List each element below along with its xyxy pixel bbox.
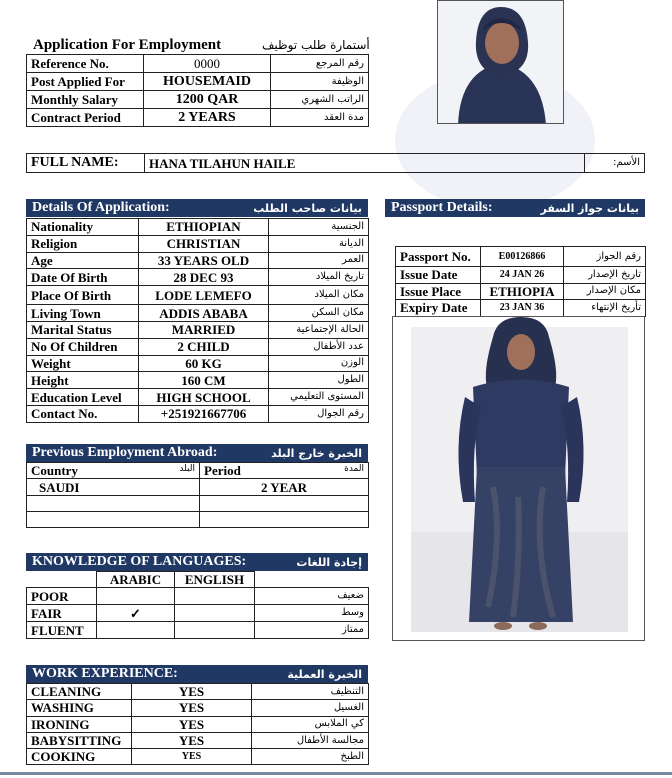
form-title-arabic: أستمارة طلب توظيف <box>262 38 370 52</box>
previous-period-cell <box>200 496 369 512</box>
work-skill-label-arabic: مجالسة الأطفال <box>252 732 369 748</box>
details-label-arabic: عدد الأطفال <box>269 338 369 355</box>
previous-country-cell: SAUDI <box>27 479 200 496</box>
details-label: Age <box>27 252 139 269</box>
details-label-arabic: الطول <box>269 372 369 389</box>
work-skill-label: CLEANING <box>27 684 132 700</box>
post-label: Post Applied For <box>27 73 144 91</box>
table-row <box>27 749 369 765</box>
work-skill-label: COOKING <box>27 749 132 765</box>
english-column-header: ENGLISH <box>175 572 255 588</box>
table-row <box>27 305 369 322</box>
full-name-label-arabic: الأسم: <box>585 154 645 173</box>
language-level-label-arabic: ممتاز <box>255 622 369 639</box>
details-label: Living Town <box>27 305 139 322</box>
passport-value: ETHIOPIA <box>481 283 564 300</box>
passport-value: 24 JAN 26 <box>481 267 564 284</box>
details-value: 28 DEC 93 <box>139 269 269 286</box>
table-row <box>27 321 369 338</box>
work-skill-label-arabic: الغسيل <box>252 700 369 716</box>
previous-employment-table <box>26 462 369 528</box>
full-name-label: FULL NAME: <box>27 154 145 173</box>
language-level-label: FAIR <box>27 605 97 622</box>
table-row <box>27 496 369 512</box>
language-level-label: POOR <box>27 588 97 605</box>
details-label: Weight <box>27 355 139 372</box>
full-name-value: HANA TILAHUN HAILE <box>145 154 585 173</box>
arabic-column-header: ARABIC <box>97 572 175 588</box>
passport-header-title: Passport Details: <box>391 200 493 215</box>
passport-value: E00126866 <box>481 247 564 267</box>
details-value: ETHIOPIAN <box>139 219 269 236</box>
details-label: Place Of Birth <box>27 286 139 305</box>
work-skill-value: YES <box>132 684 252 700</box>
details-label-arabic: مكان الميلاد <box>269 286 369 305</box>
table-row <box>27 405 369 422</box>
reference-table <box>26 54 369 127</box>
details-label-arabic: الوزن <box>269 355 369 372</box>
previous-employment-title-arabic: الخبرة خارج البلد <box>271 446 362 460</box>
arabic-level-mark: ✓ <box>97 605 175 622</box>
details-value: LODE LEMEFO <box>139 286 269 305</box>
blank-cell <box>27 572 97 588</box>
passport-label: Passport No. <box>396 247 481 267</box>
table-row <box>27 372 369 389</box>
period-column-label: Period <box>204 463 241 478</box>
work-experience-title: WORK EXPERIENCE: <box>32 666 178 681</box>
reference-value: 0000 <box>144 55 271 73</box>
work-skill-label: BABYSITTING <box>27 732 132 748</box>
passport-label-arabic: مكان الإصدار <box>564 283 646 300</box>
details-header <box>26 199 368 217</box>
work-experience-header <box>26 665 368 683</box>
table-row <box>27 219 369 236</box>
details-label-arabic: الحالة الإجتماعية <box>269 321 369 338</box>
details-value: 2 CHILD <box>139 338 269 355</box>
table-row <box>396 300 646 317</box>
full-name-table <box>26 153 645 173</box>
details-label-arabic: العمر <box>269 252 369 269</box>
details-label: Marital Status <box>27 321 139 338</box>
english-level-mark <box>175 622 255 639</box>
languages-title: KNOWLEDGE OF LANGUAGES: <box>32 554 247 569</box>
details-label: Religion <box>27 235 139 252</box>
form-title: Application For Employment <box>33 37 222 53</box>
table-row <box>27 479 369 496</box>
passport-table <box>395 246 646 317</box>
work-experience-title-arabic: الخبرة العملية <box>287 667 362 681</box>
passport-value: 23 JAN 36 <box>481 300 564 317</box>
table-row <box>27 588 369 605</box>
table-row <box>27 622 369 639</box>
table-row <box>27 286 369 305</box>
full-body-image <box>393 317 645 641</box>
contract-value: 2 YEARS <box>144 109 271 127</box>
table-row <box>27 269 369 286</box>
previous-period-cell <box>200 512 369 528</box>
details-table <box>26 218 369 423</box>
table-row <box>27 389 369 406</box>
table-row <box>27 55 369 73</box>
period-column-header <box>200 463 369 479</box>
passport-label-arabic: تاريخ الإصدار <box>564 267 646 284</box>
salary-value: 1200 QAR <box>144 91 271 109</box>
english-level-mark <box>175 588 255 605</box>
work-skill-label-arabic: التنظيف <box>252 684 369 700</box>
work-experience-table <box>26 683 369 765</box>
details-label: Nationality <box>27 219 139 236</box>
work-skill-value: YES <box>132 700 252 716</box>
work-skill-label-arabic: كي الملابس <box>252 716 369 732</box>
work-skill-label-arabic: الطبخ <box>252 749 369 765</box>
details-value: 33 YEARS OLD <box>139 252 269 269</box>
table-row <box>27 700 369 716</box>
page-bottom-rule <box>0 772 672 775</box>
table-row <box>27 235 369 252</box>
details-value: 60 KG <box>139 355 269 372</box>
work-skill-value: YES <box>132 749 252 765</box>
details-label: Contact No. <box>27 405 139 422</box>
details-label: Date Of Birth <box>27 269 139 286</box>
details-value: MARRIED <box>139 321 269 338</box>
table-row <box>396 267 646 284</box>
previous-period-cell: 2 YEAR <box>200 479 369 496</box>
table-row <box>27 716 369 732</box>
country-column-header <box>27 463 200 479</box>
blank-cell <box>255 572 369 588</box>
language-level-label-arabic: وسط <box>255 605 369 622</box>
details-label-arabic: تاريخ الميلاد <box>269 269 369 286</box>
table-row <box>396 283 646 300</box>
salary-label: Monthly Salary <box>27 91 144 109</box>
languages-table <box>26 571 369 639</box>
details-header-title: Details Of Application: <box>32 200 170 215</box>
reference-label-arabic: رقم المرجع <box>271 55 369 73</box>
details-header-title-arabic: بيانات صاحب الطلب <box>253 201 362 215</box>
country-column-label-arabic: البلد <box>179 464 195 474</box>
passport-label: Issue Date <box>396 267 481 284</box>
period-column-label-arabic: المدة <box>344 464 364 474</box>
language-level-label: FLUENT <box>27 622 97 639</box>
headshot-image <box>438 1 564 124</box>
arabic-level-mark <box>97 622 175 639</box>
passport-label: Expiry Date <box>396 300 481 317</box>
table-row <box>27 463 369 479</box>
applicant-headshot-photo <box>437 0 564 124</box>
table-row <box>27 109 369 127</box>
previous-employment-header <box>26 444 368 462</box>
details-value: 160 CM <box>139 372 269 389</box>
details-value: ADDIS ABABA <box>139 305 269 322</box>
passport-label-arabic: تأريخ الإنتهاء <box>564 300 646 317</box>
table-row <box>27 91 369 109</box>
details-label: Height <box>27 372 139 389</box>
details-label-arabic: الديانة <box>269 235 369 252</box>
work-skill-value: YES <box>132 732 252 748</box>
table-row <box>27 572 369 588</box>
details-label-arabic: الجنسية <box>269 219 369 236</box>
languages-header <box>26 553 368 571</box>
passport-header <box>385 199 645 217</box>
work-skill-label: WASHING <box>27 700 132 716</box>
details-label-arabic: مكان السكن <box>269 305 369 322</box>
work-skill-label: IRONING <box>27 716 132 732</box>
table-row <box>27 355 369 372</box>
previous-employment-title: Previous Employment Abroad: <box>32 445 218 460</box>
passport-label: Issue Place <box>396 283 481 300</box>
table-row <box>396 247 646 267</box>
arabic-level-mark <box>97 588 175 605</box>
work-skill-value: YES <box>132 716 252 732</box>
country-column-label: Country <box>31 463 78 478</box>
table-row <box>27 154 645 173</box>
table-row <box>27 338 369 355</box>
table-row <box>27 605 369 622</box>
table-row <box>27 732 369 748</box>
contract-label: Contract Period <box>27 109 144 127</box>
reference-label: Reference No. <box>27 55 144 73</box>
passport-header-title-arabic: بيانات جواز السفر <box>540 201 639 215</box>
details-value: HIGH SCHOOL <box>139 389 269 406</box>
details-label-arabic: رقم الجوال <box>269 405 369 422</box>
languages-title-arabic: إجادة اللغات <box>296 555 362 569</box>
english-level-mark <box>175 605 255 622</box>
previous-country-cell <box>27 512 200 528</box>
language-level-label-arabic: ضعيف <box>255 588 369 605</box>
details-label: Education Level <box>27 389 139 406</box>
table-row <box>27 252 369 269</box>
details-value: +251921667706 <box>139 405 269 422</box>
salary-label-arabic: الراتب الشهري <box>271 91 369 109</box>
details-value: CHRISTIAN <box>139 235 269 252</box>
table-row <box>27 73 369 91</box>
post-value: HOUSEMAID <box>144 73 271 91</box>
table-row <box>27 684 369 700</box>
post-label-arabic: الوظيفة <box>271 73 369 91</box>
previous-country-cell <box>27 496 200 512</box>
passport-label-arabic: رقم الجواز <box>564 247 646 267</box>
details-label-arabic: المستوى التعليمي <box>269 389 369 406</box>
contract-label-arabic: مدة العقد <box>271 109 369 127</box>
applicant-full-body-photo <box>392 316 645 641</box>
details-label: No Of Children <box>27 338 139 355</box>
table-row <box>27 512 369 528</box>
